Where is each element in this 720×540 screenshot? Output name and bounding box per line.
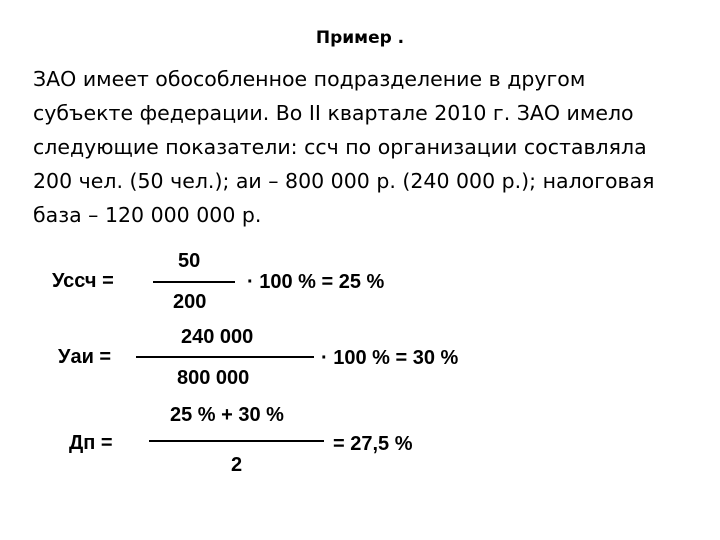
formula-ussch-result: · 100 % = 25 % [247, 271, 385, 293]
statement-line-2: субъекте федерации. Во II квартале 2010 г. ЗАО имело [33, 101, 634, 125]
formula-uai-lhs: Уаи = [58, 346, 112, 368]
formula-ussch-fraction-bar [153, 281, 235, 283]
problem-statement [33, 62, 713, 232]
formula-ussch-lhs: Уссч = [52, 270, 114, 292]
formula-uai-denominator: 800 000 [177, 367, 250, 389]
formula-ussch-denominator: 200 [173, 291, 207, 313]
formula-dp-lhs: Дп = [69, 432, 113, 454]
statement-line-5: база – 120 000 000 р. [33, 203, 262, 227]
statement-line-1: ЗАО имеет обособленное подразделение в другом [33, 67, 586, 91]
formula-uai-fraction-bar [136, 356, 314, 358]
formula-dp-denominator: 2 [231, 454, 243, 476]
formula-uai-result: · 100 % = 30 % [321, 347, 459, 369]
formula-ussch-numerator: 50 [178, 250, 201, 272]
formula-uai-numerator: 240 000 [181, 326, 254, 348]
formula-dp-fraction-bar [149, 440, 324, 442]
slide-title: Пример . [315, 28, 405, 48]
statement-line-3: следующие показатели: ссч по организации составляла [33, 135, 647, 159]
formula-dp-numerator: 25 % + 30 % [170, 404, 284, 426]
formula-dp-result: = 27,5 % [333, 433, 413, 455]
statement-line-4: 200 чел. (50 чел.); аи – 800 000 р. (240 000 р.); налоговая [33, 169, 655, 193]
